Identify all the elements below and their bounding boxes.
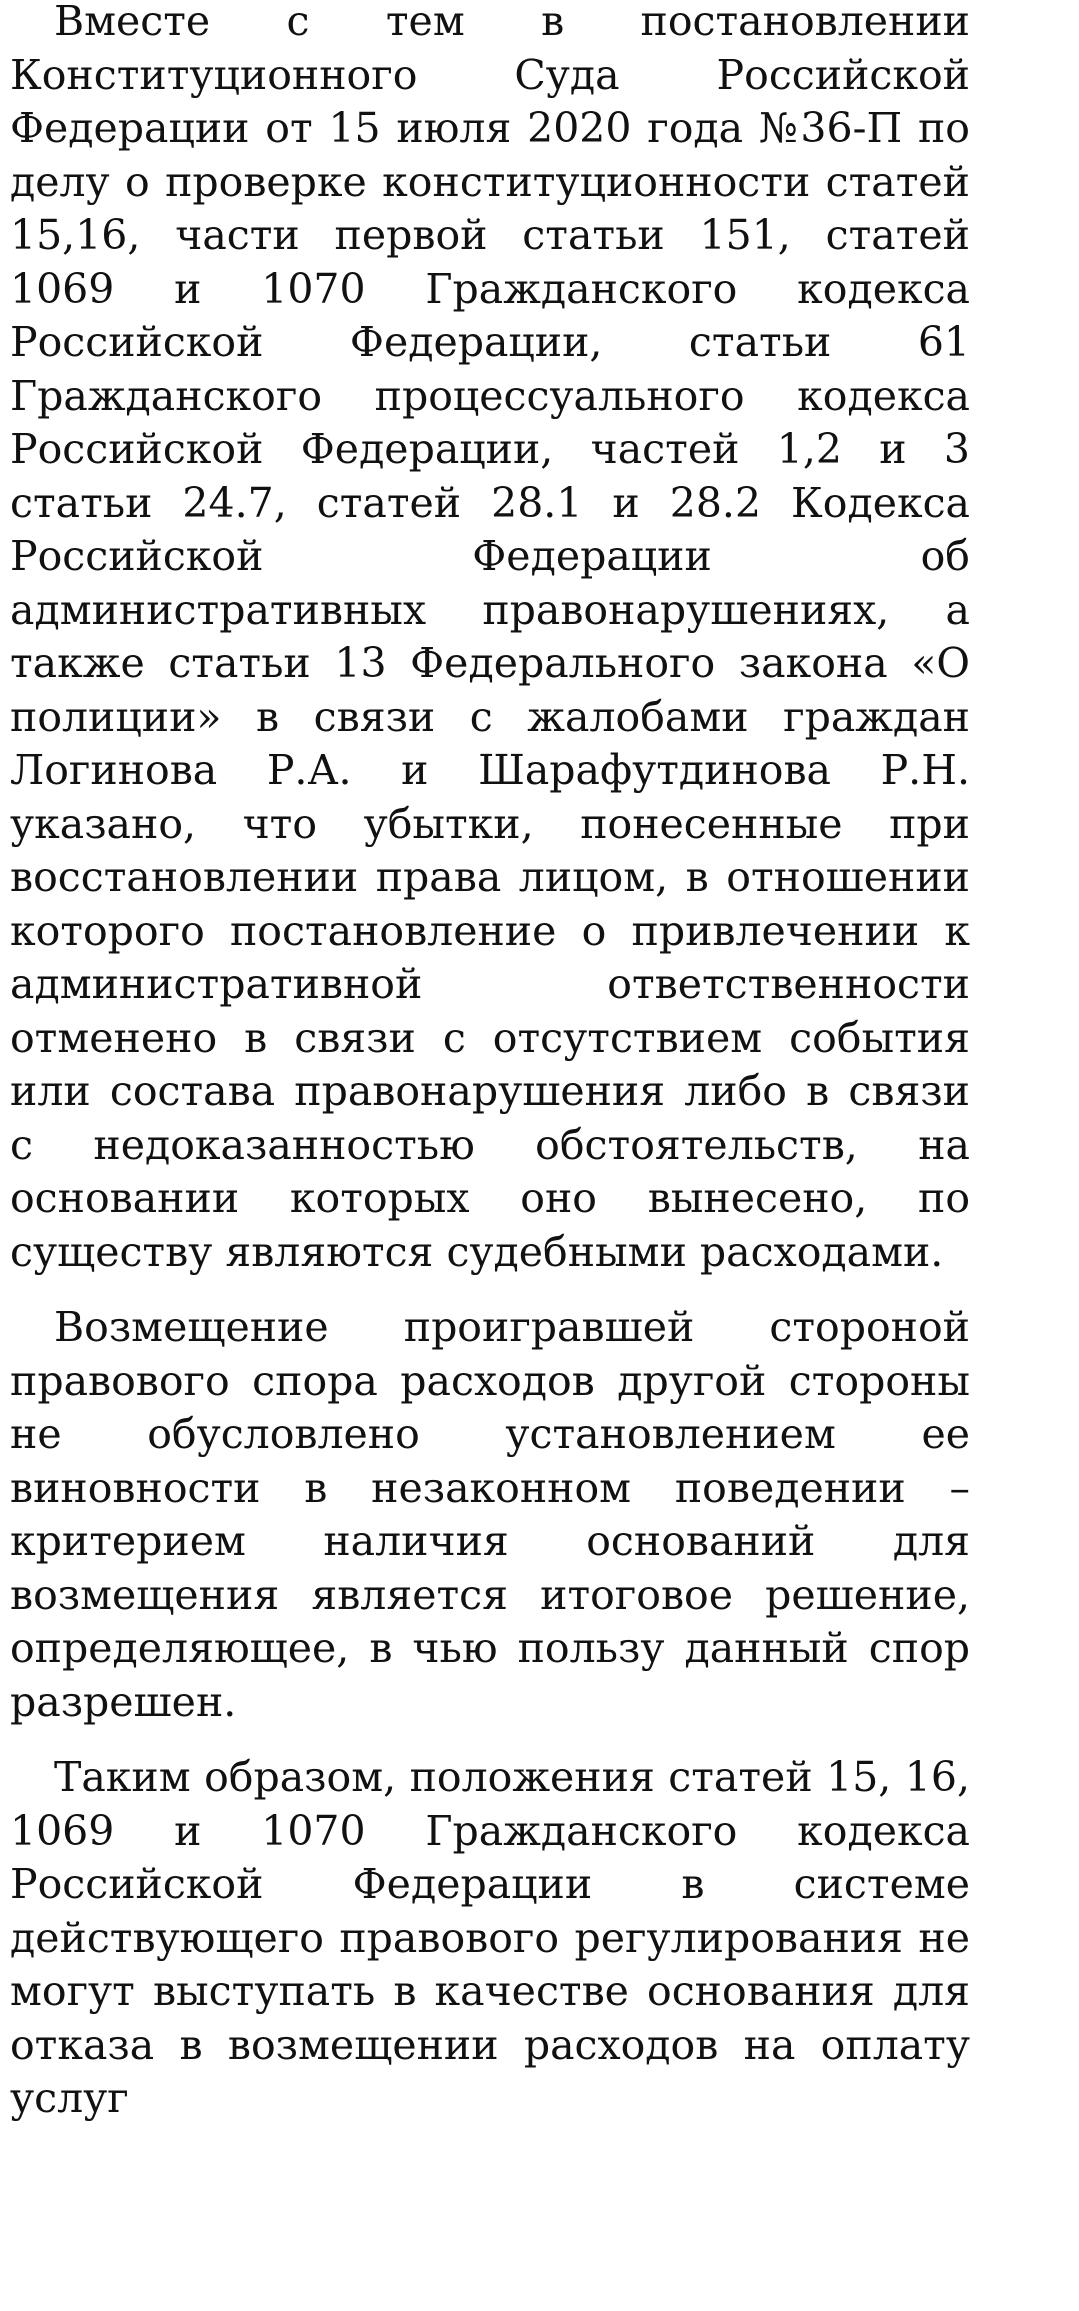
paragraph-conclusion: Таким образом, положения статей 15, 16, 1069 и 1070 Гражданского кодекса Российской Федерации в системе действующего правового регулирования не могут выступать в качестве основания для отказа в возмещении расходов на оплату услуг <box>10 1753 970 2122</box>
paragraph-reimbursement-criterion: Возмещение проигравшей стороной правового спора расходов другой стороны не обусловлено установлением ее виновности в незаконном поведении – критерием наличия оснований для возмещения является итоговое решение, определяющее, в чью пользу данный спор разрешен. <box>10 1303 970 1726</box>
document-page <box>10 0 970 2148</box>
paragraph-constitutional-court-ruling: Вместе с тем в постановлении Конституционного Суда Российской Федерации от 15 июля 2020 года №36-П по делу о проверке конституционности статей 15,16, части первой статьи 151, статей 1069 и 1070 Гражданского кодекса Российской Федерации, статьи 61 Гражданского процессуального кодекса Российской Федерации, частей 1,2 и 3 статьи 24.7, статей 28.1 и 28.2 Кодекса Российской Федерации об административных правонарушениях, а также статьи 13 Федерального закона «О полиции» в связи с жалобами граждан Логинова Р.А. и Шарафутдинова Р.Н. указано, что убытки, понесенные при восстановлении права лицом, в отношении которого постановление о привлечении к административной ответственности отменено в связи с отсутствием события или состава правонарушения либо в связи с недоказанностью обстоятельств, на основании которых оно вынесено, по существу являются судебными расходами. <box>10 0 970 1276</box>
